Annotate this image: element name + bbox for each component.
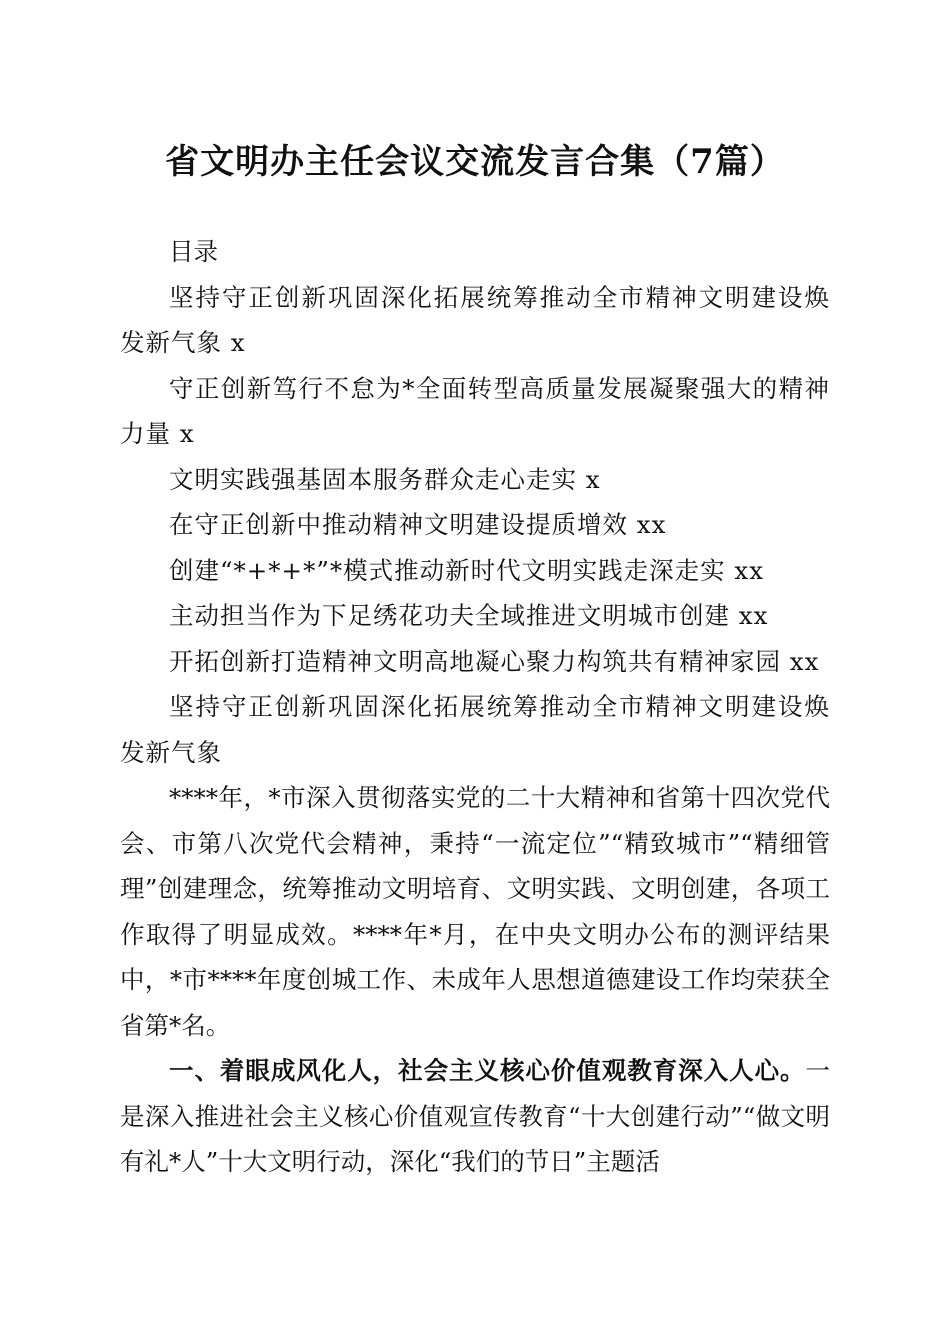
toc-item: 文明实践强基固本服务群众走心走实 x [169,464,601,494]
intro-paragraph: ****年，*市深入贯彻落实党的二十大精神和省第十四次党代会、市第八次党代会精神，秉持“一流定位”“精致城市”“精细管理”创建理念，统筹推动文明培育、文明实践、文明创建，各项工作取得了明显成效。****年*月，在中央文明办公布的测评结果中，*市****年度创城工作、未成年人思想道德建设工作均荣获全省第*名。 [120,783,830,1040]
document-body [120,229,830,1185]
point-one-lead: 一、着眼成风化人，社会主义核心价值观教育深入人心。 [169,1056,806,1085]
toc-item: 守正创新笃行不怠为*全面转型高质量发展凝聚强大的精神力量 x [120,373,830,448]
point-one-body: 一是深入推进社会主义核心价值观宣传教育“十大创建行动”“做文明有礼*人”十大文明行动，深化“我们的节日”主题活 [120,1056,830,1176]
toc-item: 坚持守正创新巩固深化拓展统筹推动全市精神文明建设焕发新气象 x [120,282,830,357]
document-title: 省文明办主任会议交流发言合集（7篇） [165,142,785,182]
toc-heading: 目录 [169,237,218,266]
toc-item: 创建“*+*+*”*模式推动新时代文明实践走深走实 xx [169,555,765,585]
section-heading: 坚持守正创新巩固深化拓展统筹推动全市精神文明建设焕发新气象 [120,692,830,767]
toc-item: 在守正创新中推动精神文明建设提质增效 xx [169,510,667,539]
toc-item: 开拓创新打造精神文明高地凝心聚力构筑共有精神家园 xx [169,646,820,676]
toc-item: 主动担当作为下足绣花功夫全域推进文明城市创建 xx [169,601,769,630]
point-one-paragraph [120,1048,830,1185]
